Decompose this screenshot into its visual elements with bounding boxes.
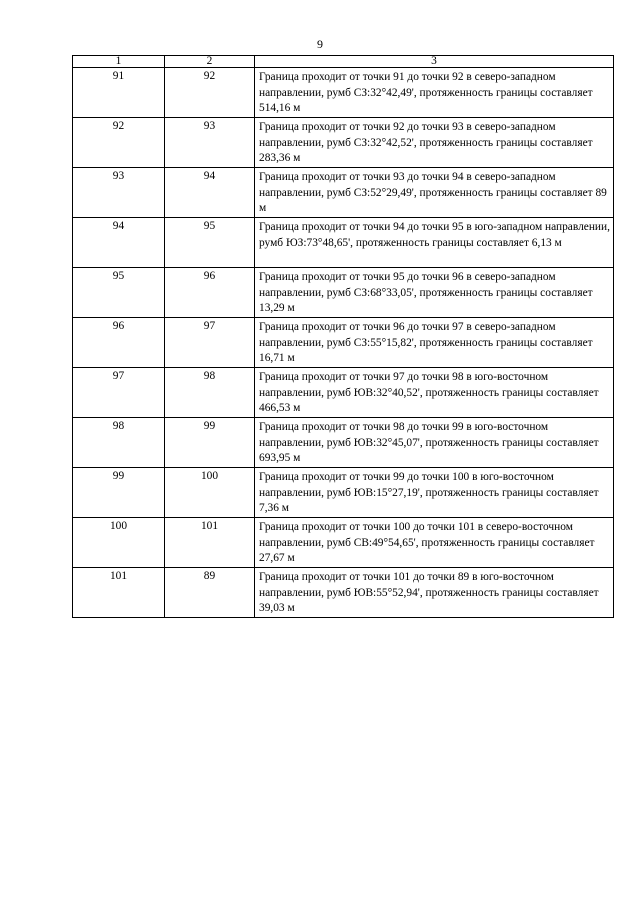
point-from-cell: 98 <box>73 418 165 468</box>
point-from-cell: 97 <box>73 368 165 418</box>
point-from-cell: 99 <box>73 468 165 518</box>
point-from-cell: 100 <box>73 518 165 568</box>
description-cell: Граница проходит от точки 95 до точки 96 в северо-западном направлении, румб СЗ:68°33,05', протяженность границы составляет 13,29 м <box>255 268 614 318</box>
table-header-row <box>73 56 614 68</box>
point-to-cell: 97 <box>165 318 255 368</box>
point-from-cell: 95 <box>73 268 165 318</box>
point-to-cell: 101 <box>165 518 255 568</box>
description-cell: Граница проходит от точки 99 до точки 100 в юго-восточном направлении, румб ЮВ:15°27,19', протяженность границы составляет 7,36 м <box>255 468 614 518</box>
column-header-description: 3 <box>255 56 614 68</box>
point-from-cell: 101 <box>73 568 165 618</box>
table-row <box>73 368 614 418</box>
point-to-cell: 95 <box>165 218 255 268</box>
point-to-cell: 93 <box>165 118 255 168</box>
point-to-cell: 94 <box>165 168 255 218</box>
description-cell: Граница проходит от точки 92 до точки 93 в северо-западном направлении, румб СЗ:32°42,52', протяженность границы составляет 283,36 м <box>255 118 614 168</box>
table-row <box>73 568 614 618</box>
description-cell: Граница проходит от точки 93 до точки 94 в северо-западном направлении, румб СЗ:52°29,49', протяженность границы составляет 89 м <box>255 168 614 218</box>
point-to-cell: 96 <box>165 268 255 318</box>
column-header-from: 1 <box>73 56 165 68</box>
boundary-table <box>72 55 614 618</box>
column-header-to: 2 <box>165 56 255 68</box>
table-row <box>73 518 614 568</box>
description-cell: Граница проходит от точки 97 до точки 98 в юго-восточном направлении, румб ЮВ:32°40,52', протяженность границы составляет 466,53 м <box>255 368 614 418</box>
point-to-cell: 99 <box>165 418 255 468</box>
point-from-cell: 91 <box>73 68 165 118</box>
point-to-cell: 100 <box>165 468 255 518</box>
table-row <box>73 218 614 268</box>
table-row <box>73 468 614 518</box>
table-row <box>73 418 614 468</box>
point-to-cell: 92 <box>165 68 255 118</box>
point-from-cell: 92 <box>73 118 165 168</box>
point-from-cell: 93 <box>73 168 165 218</box>
point-from-cell: 94 <box>73 218 165 268</box>
description-cell: Граница проходит от точки 98 до точки 99 в юго-восточном направлении, румб ЮВ:32°45,07', протяженность границы составляет 693,95 м <box>255 418 614 468</box>
table-row <box>73 118 614 168</box>
description-cell: Граница проходит от точки 100 до точки 101 в северо-восточном направлении, румб СВ:49°54,65', протяженность границы составляет 27,67 м <box>255 518 614 568</box>
page-number: 9 <box>317 37 323 51</box>
description-cell: Граница проходит от точки 101 до точки 89 в юго-восточном направлении, румб ЮВ:55°52,94', протяженность границы составляет 39,03 м <box>255 568 614 618</box>
description-cell: Граница проходит от точки 91 до точки 92 в северо-западном направлении, румб СЗ:32°42,49', протяженность границы составляет 514,16 м <box>255 68 614 118</box>
table-row <box>73 318 614 368</box>
table-row <box>73 168 614 218</box>
point-to-cell: 89 <box>165 568 255 618</box>
table-row <box>73 268 614 318</box>
description-cell: Граница проходит от точки 96 до точки 97 в северо-западном направлении, румб СЗ:55°15,82', протяженность границы составляет 16,71 м <box>255 318 614 368</box>
table-row <box>73 68 614 118</box>
point-to-cell: 98 <box>165 368 255 418</box>
point-from-cell: 96 <box>73 318 165 368</box>
description-cell: Граница проходит от точки 94 до точки 95 в юго-западном направлении, румб ЮЗ:73°48,65', протяженность границы составляет 6,13 м <box>255 218 614 268</box>
